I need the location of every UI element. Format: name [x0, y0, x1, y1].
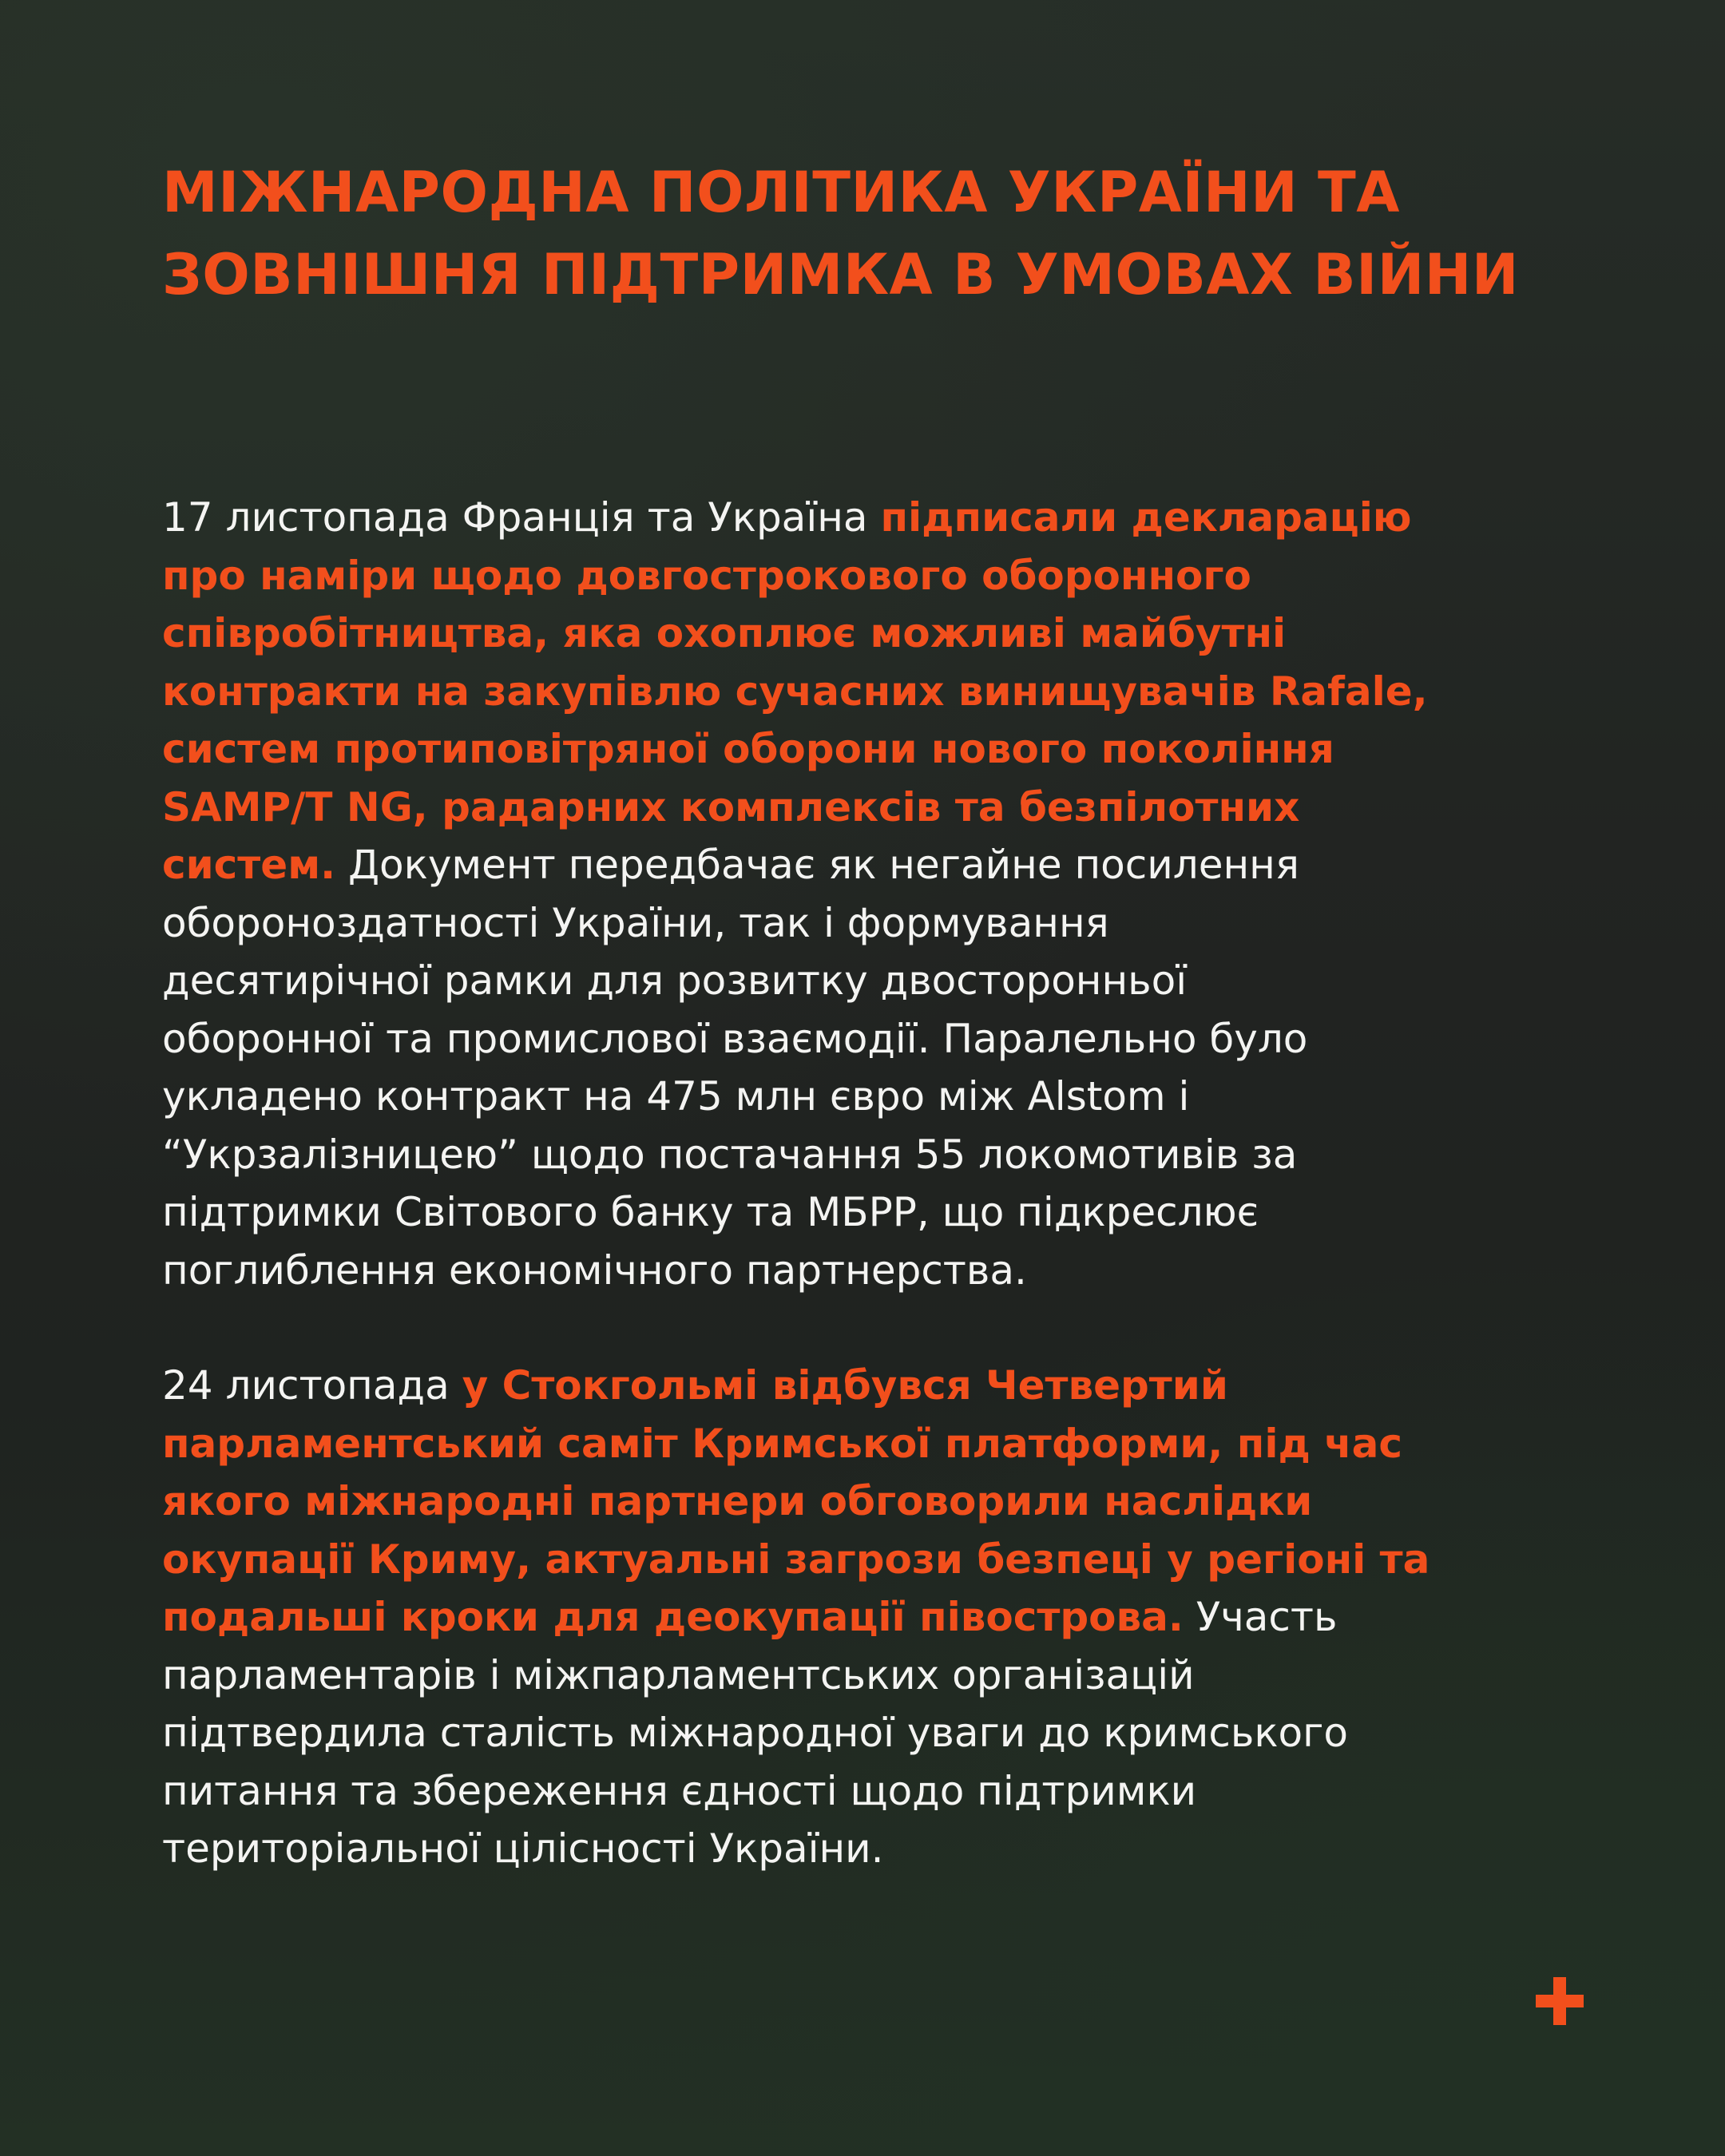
paragraph-line [162, 1588, 1600, 1647]
paragraph-line: обороноздатності України, так і формування [162, 899, 1109, 946]
highlight-run: у Стокгольмі відбувся Четвертий [462, 1362, 1228, 1409]
highlight-run: підписали декларацію [880, 494, 1412, 541]
paragraph-line: систем протиповітряної оборони нового покоління [162, 726, 1334, 772]
paragraph-line [162, 836, 1600, 894]
title-line-1: МІЖНАРОДНА ПОЛІТИКА УКРАЇНИ ТА [162, 160, 1400, 225]
plus-icon [1536, 1977, 1584, 2025]
paragraph-line: оборонної та промислової взаємодії. Паралельно було [162, 1015, 1308, 1062]
paragraph-line [162, 489, 1600, 547]
paragraph-line: “Укрзалізницею” щодо постачання 55 локомотивів за [162, 1131, 1298, 1178]
paragraph-line: парламентарів і міжпарламентських організацій [162, 1651, 1195, 1698]
paragraph-line: підтвердила сталість міжнародної уваги до кримського [162, 1710, 1349, 1756]
paragraph-line: питання та збереження єдності щодо підтримки [162, 1767, 1197, 1814]
text-run: 24 листопада [162, 1362, 462, 1409]
highlight-run: систем. [162, 842, 336, 888]
paragraph-line: співробітництва, яка охоплює можливі майбутні [162, 610, 1287, 656]
paragraph-france-ukraine [162, 489, 1600, 1299]
paragraph-line: поглиблення економічного партнерства. [162, 1246, 1027, 1294]
text-run: 17 листопада Франція та Україна [162, 494, 881, 541]
article [162, 152, 1600, 1878]
paragraph-line: про наміри щодо довгострокового оборонного [162, 552, 1251, 599]
paragraph-crimea-platform [162, 1357, 1600, 1878]
highlight-run: подальші кроки для деокупації півострова. [162, 1594, 1184, 1640]
paragraph-line [162, 1357, 1600, 1415]
page-title [162, 152, 1600, 316]
paragraph-line: SAMP/T NG, радарних комплексів та безпілотних [162, 783, 1300, 830]
text-run: Документ передбачає як негайне посилення [335, 842, 1299, 888]
paragraph-line: територіальної цілісності України. [162, 1825, 884, 1872]
paragraph-line: парламентський саміт Кримської платформи, під час [162, 1420, 1402, 1467]
text-run: Участь [1183, 1594, 1338, 1640]
paragraph-line: контракти на закупівлю сучасних винищувачів Rafale, [162, 668, 1428, 715]
title-line-2: ЗОВНІШНЯ ПІДТРИМКА В УМОВАХ ВІЙНИ [162, 242, 1519, 307]
paragraph-line: десятирічної рамки для розвитку двосторонньої [162, 957, 1188, 1004]
paragraph-line: укладено контракт на 475 млн євро між Alstom і [162, 1073, 1190, 1120]
paragraph-line: підтримки Світового банку та МБРР, що підкреслює [162, 1189, 1259, 1235]
paragraph-line: якого міжнародні партнери обговорили наслідки [162, 1478, 1313, 1524]
paragraph-line: окупації Криму, актуальні загрози безпеці у регіоні та [162, 1536, 1430, 1583]
